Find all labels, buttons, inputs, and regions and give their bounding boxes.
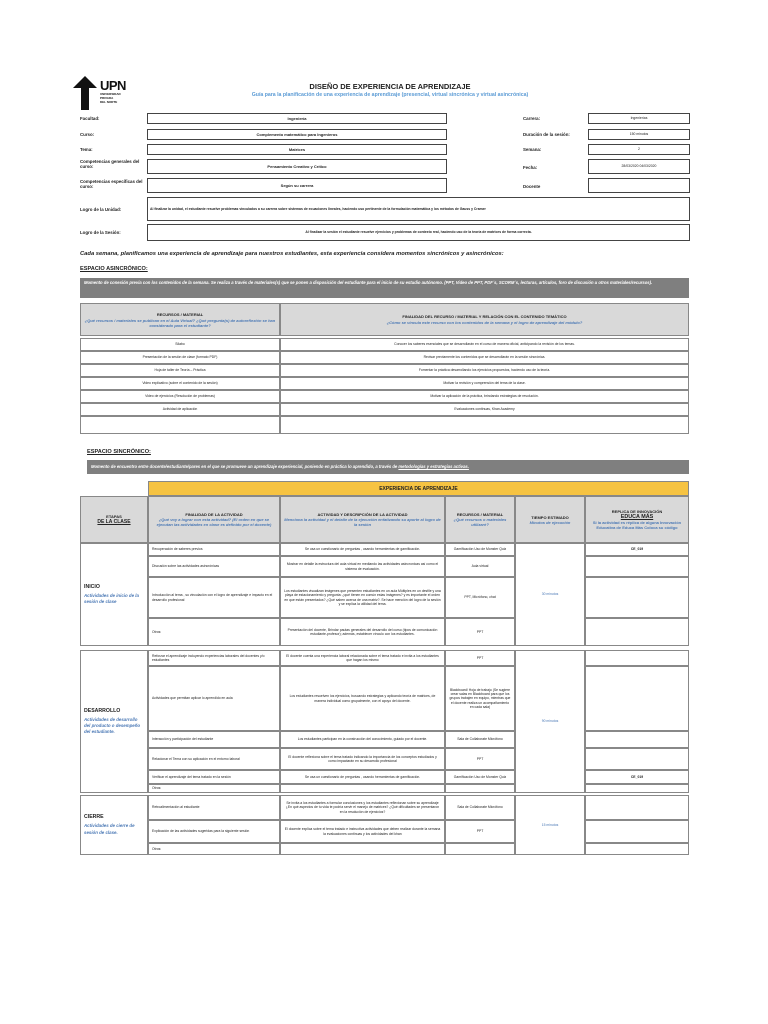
finalidad-actividad-cell: Otros: bbox=[148, 843, 280, 855]
recurso-cell: Actividad de aplicación bbox=[80, 403, 280, 416]
etapa-inicio bbox=[80, 543, 148, 646]
fecha-label: Fecha: bbox=[523, 165, 538, 170]
etapa-desarrollo bbox=[80, 650, 148, 793]
tiempo-desarrollo: 90 minutos bbox=[515, 650, 585, 793]
logro-sesion-field[interactable]: Al finalizar la sesión el estudiante resuelve ejercicios y problemas de contexto real, haciendo uso de la teoría de matrices de forma correcta. bbox=[147, 224, 690, 241]
recurso-material-cell: Sala de Collaborate Micrófono bbox=[445, 795, 515, 820]
replica-code-cell bbox=[585, 577, 689, 618]
etapa-cierre-name: CIERRE bbox=[84, 814, 104, 821]
recurso-material-cell: Blackboard/ Hoja de trabajo (Se sugiere crear salas en Blackboard para que los grupos trabajen en equipo, mientras que el docente realiza un acompañamiento en cada sala) bbox=[445, 666, 515, 731]
replica-code-cell bbox=[585, 795, 689, 820]
semana-label: Semana: bbox=[523, 147, 542, 152]
actividad-cell bbox=[280, 784, 445, 793]
replica-code-cell bbox=[585, 784, 689, 793]
finalidad-actividad-cell: Relacionar el Tema con su aplicación en el entorno laboral bbox=[148, 748, 280, 770]
replica-code-cell bbox=[585, 731, 689, 748]
carrera-label: Carrera: bbox=[523, 116, 541, 121]
finalidad-actividad-cell: Introducción al tema , su vinculación con el logro de aprendizaje e impacto en el desarrollo profesional bbox=[148, 577, 280, 618]
finalidad-actividad-cell: Recuperación de saberes previos bbox=[148, 543, 280, 556]
actividad-cell: Se usa un cuestionario de preguntas , usando herramientas de gamificación. bbox=[280, 543, 445, 556]
tiempo-estimado-header: TIEMPO ESTIMADO Minutos de ejecución bbox=[515, 496, 585, 543]
actividad-descripcion-header: ACTIVIDAD Y DESCRIPCIÓN DE LA ACTIVIDAD Menciona la actividad y el detalle de la ejecución enfatizando su aporte al logro de la sesión bbox=[280, 496, 445, 543]
recurso-cell: Video explicativo (sobre el contenido de la sesión) bbox=[80, 377, 280, 390]
replica-code-cell bbox=[585, 618, 689, 646]
finalidad-actividad-cell: Otros: bbox=[148, 618, 280, 646]
replica-code-cell bbox=[585, 843, 689, 855]
finalidad-actividad-cell: Verificar el aprendizaje del tema tratado en la sesión bbox=[148, 770, 280, 784]
actividad-cell: Los estudiantes visualizan imágenes que presenten estudiantes en un aula Múltiples en un desfile y una playa de estacionamiento y pregunta: ¿qué tienen en común estas imágenes? y es importante el orden en que están presentados? ¿Qué saben acerca de una matriz?. Se hace mención del logro de la sesión y se explica la utilidad del tema. bbox=[280, 577, 445, 618]
facultad-label: Facultad: bbox=[80, 116, 100, 121]
replica-innovacion-header: REPLICA DE INNOVACIÓN EDUCA MÁS Si la actividad es réplica de alguna Innovación Educativa de Educa Más Coloca su código bbox=[585, 496, 689, 543]
etapa-desarrollo-name: DESARROLLO bbox=[84, 707, 121, 714]
etapas-header: ETAPAS DE LA CLASE bbox=[80, 496, 148, 543]
finalidad-actividad-cell: Otros: bbox=[148, 784, 280, 793]
replica-code-cell: CE_019 bbox=[585, 770, 689, 784]
logo-subtitle: UNIVERSIDAD PRIVADA DEL NORTE bbox=[100, 92, 121, 104]
tema-field[interactable]: Matrices bbox=[147, 144, 447, 155]
replica-code-cell: CE_019 bbox=[585, 543, 689, 556]
competencias-generales-field[interactable]: Pensamiento Creativo y Crítico bbox=[147, 159, 447, 174]
recurso-cell: Hoja de taller de Teoría – Práctica bbox=[80, 364, 280, 377]
facultad-field[interactable]: Ingeniería bbox=[147, 113, 447, 124]
recurso-material-cell: PPT, Micrófono, chat bbox=[445, 577, 515, 618]
finalidad-cell bbox=[280, 416, 689, 434]
finalidad-cell: Conocer los saberes esenciales que se desarrollarán en el curso de manera oficial, anticipando la revisión de los temas. bbox=[280, 338, 689, 351]
finalidad-cell: Motivar la revisión y comprensión del tema de la clase. bbox=[280, 377, 689, 390]
actividad-cell: Se invita a los estudiantes a formular conclusiones y los estudiantes reflexionan sobre su aprendizaje ¿En qué aspectos de tu vida te podría servir el manejo de matrices? ¿Qué dificultades se presentaron en la resolución de ejercicios? bbox=[280, 795, 445, 820]
finalidad-cell: Revisar previamente los contenidos que se desarrollarán en la sesión sincrónica. bbox=[280, 351, 689, 364]
recurso-cell bbox=[80, 416, 280, 434]
asincronico-description: Momento de conexión previa con los contenidos de la semana. Se realiza a través de materiales(s) que se ponen a disposición del estudiante para el inicio de su estudio autónomo. (PPT, Video de PPT, PDF´s, SCORM´s, lecturas, artículos, foro de discusión u otros materiales/recursos). bbox=[80, 278, 689, 298]
actividad-cell: Los estudiantes resuelven los ejercicios, buscando estrategias y aplicando teoría de matrices, de manera individual como grupalmente, con el apoyo del docente. bbox=[280, 666, 445, 731]
replica-code-cell bbox=[585, 666, 689, 731]
logo-text: UPN bbox=[100, 78, 126, 93]
competencias-especificas-field[interactable]: Según su carrera bbox=[147, 178, 447, 193]
tema-label: Tema: bbox=[80, 147, 93, 152]
duracion-label: Duración de la sesión: bbox=[523, 132, 570, 137]
actividad-cell: El docente cuenta una experiencia laboral relacionada sobre el tema tratado e invita a los estudiantes que hagan los mismo bbox=[280, 650, 445, 666]
actividad-cell: Se usa un cuestionario de preguntas , usando herramientas de gamificación. bbox=[280, 770, 445, 784]
replica-code-cell bbox=[585, 748, 689, 770]
duracion-field[interactable]: 150 minutos bbox=[588, 129, 690, 140]
finalidad-actividad-cell: Actividades que permitan aplicar lo aprendido en aula bbox=[148, 666, 280, 731]
finalidad-cell: Motivar la aplicación de la práctica, brindando estrategias de resolución. bbox=[280, 390, 689, 403]
competencias-generales-label: Competencias generales del curso: bbox=[80, 159, 140, 170]
logro-unidad-label: Logro de la Unidad: bbox=[80, 207, 122, 212]
recurso-cell: Video de ejercicios (Resolución de problemas) bbox=[80, 390, 280, 403]
finalidad-actividad-cell: Interacción y participación del estudiante bbox=[148, 731, 280, 748]
etapa-inicio-name: INICIO bbox=[84, 583, 100, 590]
tiempo-inicio: 30 minutos bbox=[515, 543, 585, 646]
curso-field[interactable]: Complemento matemático para Ingenieros bbox=[147, 129, 447, 140]
recurso-material-cell bbox=[445, 843, 515, 855]
recurso-material-cell: Sala de Collaborate Micrófono bbox=[445, 731, 515, 748]
recursos-material-header: RECURSOS / MATERIAL ¿Qué recursos o materiales utilizaré? bbox=[445, 496, 515, 543]
experiencia-header: EXPERIENCIA DE APRENDIZAJE bbox=[148, 481, 689, 496]
finalidad-actividad-cell: Discusión sobre las actividades asincrónicas bbox=[148, 556, 280, 577]
actividad-cell: Presentación del docente, Brindar pautas generales del desarrollo del curso (tipos de comunicación estudiante-profesor); además, establecer vínculo con los estudiantes. bbox=[280, 618, 445, 646]
actividad-cell: Mostrar en detalle la estructura del aula virtual en mediando las actividades asincronicas así como el sistema de evaluación. bbox=[280, 556, 445, 577]
tiempo-cierre: 15 minutos bbox=[515, 795, 585, 855]
etapa-cierre bbox=[80, 795, 148, 855]
page-subtitle: Guía para la planificación de una experiencia de aprendizaje (presencial, virtual sincrónica y virtual asincrónica) bbox=[251, 92, 529, 98]
asincronico-heading: ESPACIO ASINCRÓNICO: bbox=[80, 266, 148, 272]
competencias-especificas-label: Competencias específicas del curso: bbox=[80, 179, 143, 190]
sincronico-description: Momento de encuentro entre docente/estudiante/pares en el que se promueve un aprendizaje experiencial, poniendo en práctica lo aprendido, a través de metodologías y estrategias activas. bbox=[87, 460, 689, 474]
fecha-field[interactable]: 28/03/2020 04/03/2020 bbox=[588, 159, 690, 174]
recurso-material-cell: Gamificación Uso de Monster Quiz bbox=[445, 543, 515, 556]
replica-code-cell bbox=[585, 556, 689, 577]
logro-sesion-label: Logro de la Sesión: bbox=[80, 230, 121, 235]
docente-label: Docente bbox=[523, 184, 541, 189]
finalidad-cell: Fomentar la práctica desarrollando los ejercicios propuestos, haciendo uso de la teoría. bbox=[280, 364, 689, 377]
recurso-material-cell: Aula virtual bbox=[445, 556, 515, 577]
intro-text: Cada semana, planificamos una experiencia de aprendizaje para nuestros estudiantes, esta experiencia considera momentos sincrónicos y asincrónicos: bbox=[80, 251, 504, 257]
finalidad-actividad-cell: Explicación de las actividades sugeridas para la siguiente sesión bbox=[148, 820, 280, 843]
actividad-cell: Los estudiantes participan en la construcción del conocimiento, guiado por el docente. bbox=[280, 731, 445, 748]
recurso-material-cell bbox=[445, 784, 515, 793]
etapa-cierre-desc: Actividades de cierre de sesión de clase. bbox=[84, 823, 135, 835]
recurso-cell: Sílabo bbox=[80, 338, 280, 351]
etapa-desarrollo-desc: Actividades de desarrollo del producto o desempeño del estudiante. bbox=[84, 716, 141, 735]
recurso-material-cell: PPT bbox=[445, 618, 515, 646]
recurso-material-cell: PPT bbox=[445, 820, 515, 843]
actividad-cell: El docente explica sobre el tema tratado e instructiva actividades que deben realizar durante la semana la evaluaciones continuas y los actividades del khan bbox=[280, 820, 445, 843]
finalidad-cell: Evaluaciones continuas, Khan Academy bbox=[280, 403, 689, 416]
actividad-cell: El docente reflexiona sobre el tema tratado indicando la importancia de los conceptos estudiados y como impactarán en su desarrollo profesional bbox=[280, 748, 445, 770]
finalidad-actividad-cell: Reforzar el aprendizaje incluyendo experiencias laborales del docentes y/o estudiantes bbox=[148, 650, 280, 666]
finalidad-actividad-header: FINALIDAD DE LA ACTIVIDAD ¿Qué voy a lograr con esta actividad? (El orden en que se ejecutan las actividades en clase es definido por el docente) bbox=[148, 496, 280, 543]
carrera-field[interactable]: Ingenierías bbox=[588, 113, 690, 124]
finalidad-actividad-cell: Retroalimentación al estudiante bbox=[148, 795, 280, 820]
sincronico-heading: ESPACIO SINCRÓNICO: bbox=[87, 449, 151, 455]
page-title: DISEÑO DE EXPERIENCIA DE APRENDIZAJE bbox=[309, 82, 471, 91]
recurso-cell: Presentación de la sesión de clase (formato PDF) bbox=[80, 351, 280, 364]
replica-code-cell bbox=[585, 820, 689, 843]
recurso-material-cell: PPT bbox=[445, 748, 515, 770]
semana-field[interactable]: 2 bbox=[588, 144, 690, 155]
recurso-material-cell: PPT bbox=[445, 650, 515, 666]
metodologias-link[interactable]: metodologías y estrategias activas. bbox=[398, 464, 469, 470]
upn-logo-arrow-icon bbox=[73, 76, 97, 110]
docente-field[interactable] bbox=[588, 178, 690, 193]
etapa-inicio-desc: Actividades de inicio de la sesión de clase bbox=[84, 592, 139, 604]
curso-label: Curso: bbox=[80, 132, 95, 137]
logro-unidad-field[interactable]: Al finalizar la unidad, el estudiante resuelve problemas vinculados a su carrera sobre sistemas de ecuaciones lineales, haciendo uso pertinente de la formulación matemática y los métodos de Gauss y Cramer bbox=[147, 197, 690, 221]
actividad-cell bbox=[280, 843, 445, 855]
recursos-header: RECURSOS / MATERIAL ¿Qué recursos / materiales se publican en el Aula Virtual? ¿Qué pregunta(s) de autoreflexión se han considerado para el estudiante? bbox=[80, 303, 280, 336]
replica-code-cell bbox=[585, 650, 689, 666]
recurso-material-cell: Gamificación Uso de Monster Quiz bbox=[445, 770, 515, 784]
finalidad-recurso-header: FINALIDAD DEL RECURSO / MATERIAL Y RELACIÓN CON EL CONTENIDO TEMÁTICO ¿Cómo se vincula este recurso con los contenidos de la semana y el logro de aprendizaje del módulo? bbox=[280, 303, 689, 336]
